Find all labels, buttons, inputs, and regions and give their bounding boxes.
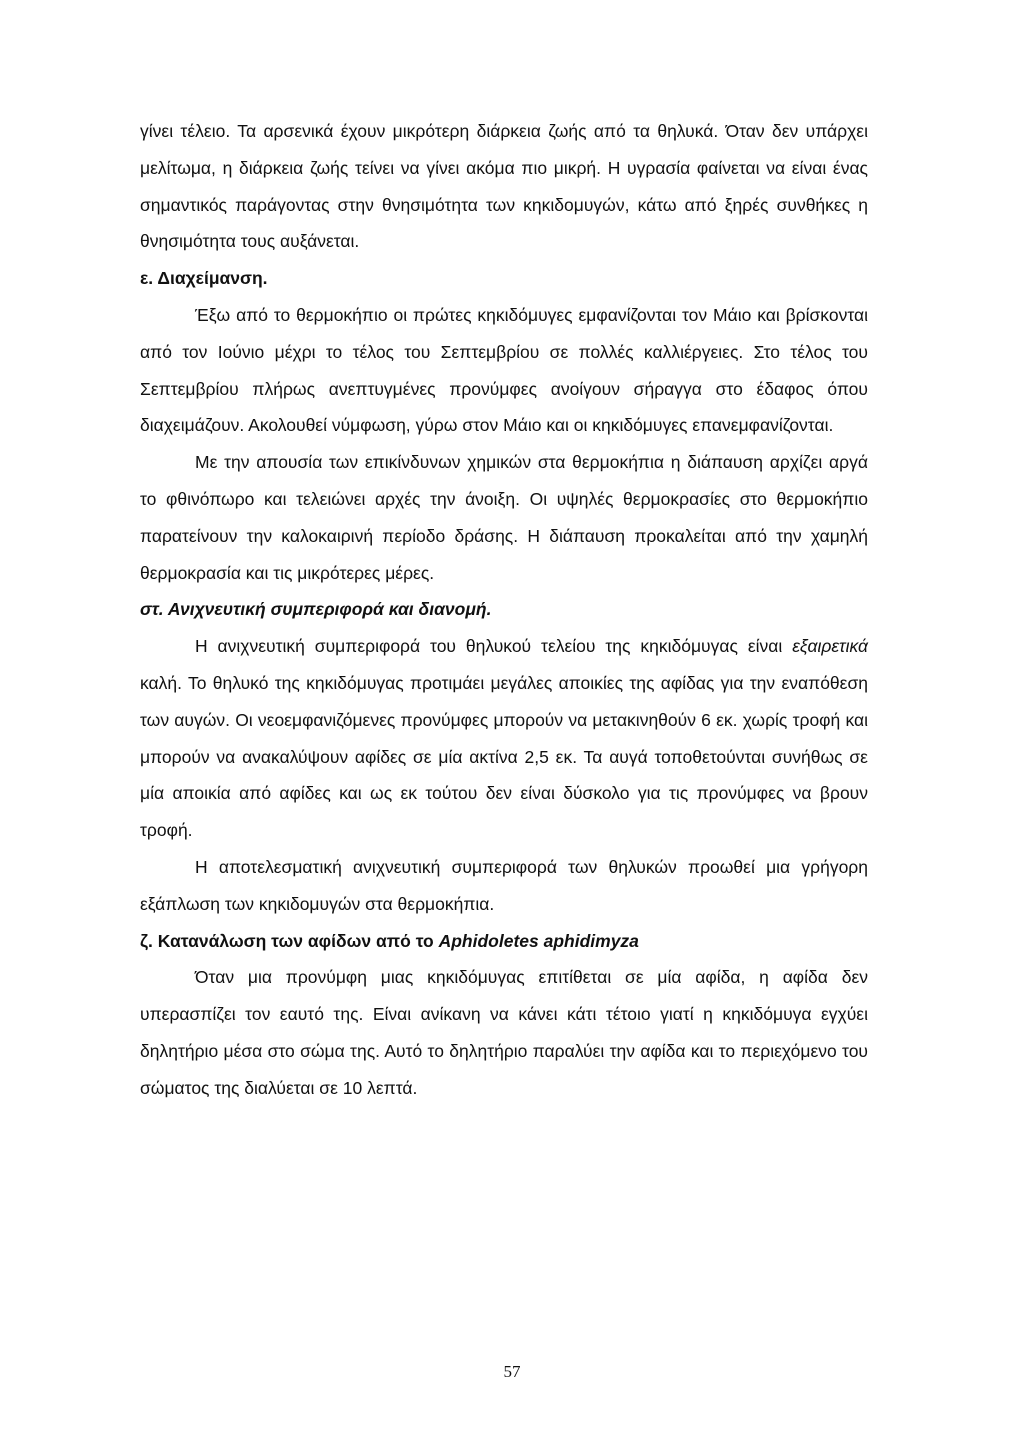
section-z-heading-species: Aphidoletes aphidimyza bbox=[438, 930, 639, 951]
section-e-paragraph-2: Με την απουσία των επικίνδυνων χημικών στα θερμοκήπια η διάπαυση αρχίζει αργά το φθινόπωρο και τελειώνει αρχές την άνοιξη. Οι υψηλές θερμοκρασίες στο θερμοκήπιο παρατείνουν την καλοκαιρινή περίοδο δράσης. Η διάπαυση προκαλείται από την χαμηλή θερμοκρασία και τις μικρότερες μέρες. bbox=[140, 452, 868, 583]
intro-paragraph: γίνει τέλειο. Τα αρσενικά έχουν μικρότερη διάρκεια ζωής από τα θηλυκά. Όταν δεν υπάρχει μελίτωμα, η διάρκεια ζωής τείνει να γίνει ακόμα πιο μικρή. Η υγρασία φαίνεται να είναι ένας σημαντικός παράγοντας στην θνησιμότητα των κηκιδομυγών, κάτω από ξηρές συνθήκες η θνησιμότητα τους αυξάνεται. bbox=[140, 121, 868, 252]
section-e-paragraph-1: Έξω από το θερμοκήπιο οι πρώτες κηκιδόμυγες εμφανίζονται τον Μάιο και βρίσκονται από τον Ιούνιο μέχρι το τέλος του Σεπτεμβρίου σε πολλές καλλιέργειες. Στο τέλος του Σεπτεμβρίου πλήρως ανεπτυγμένες προνύμφες ανοίγουν σήραγγα στο έδαφος όπου διαχειμάζουν. Ακολουθεί νύμφωση, γύρω στον Μάιο και οι κηκιδόμυγες επανεμφανίζονται. bbox=[140, 304, 868, 436]
section-z-paragraph: Όταν μια προνύμφη μιας κηκιδόμυγας επιτίθεται σε μία αφίδα, η αφίδα δεν υπερασπίζει τον εαυτό της. Είναι ανίκανη να κάνει κάτι τέτοιο γιατί η κηκιδόμυγα εγχύει δηλητήριο μέσα στο σώμα της. Αυτό το δηλητήριο παραλύει την αφίδα και το περιεχόμενο του σώματος της διαλύεται σε 10 λεπτά. bbox=[140, 967, 868, 1098]
section-st-p1-italic: εξαιρετικά bbox=[792, 636, 868, 657]
page-number: 57 bbox=[503, 1362, 521, 1381]
section-st-p1-start: Η ανιχνευτική συμπεριφορά του θηλυκού τελείου της κηκιδόμυγας είναι bbox=[195, 636, 793, 657]
section-st-heading-text: στ. Ανιχνευτική συμπεριφορά και διανομή. bbox=[140, 599, 492, 620]
section-st-paragraph-2: Η αποτελεσματική ανιχνευτική συμπεριφορά των θηλυκών προωθεί μια γρήγορη εξάπλωση των κηκιδομυγών στα θερμοκήπια. bbox=[140, 856, 868, 914]
section-z-heading bbox=[140, 923, 868, 960]
section-z-heading-prefix: ζ. Κατανάλωση των αφίδων από το bbox=[140, 930, 439, 951]
section-e-heading: ε. Διαχείμανση. bbox=[140, 268, 268, 289]
section-st-p1-end: καλή. Το θηλυκό της κηκιδόμυγας προτιμάει μεγάλες αποικίες της αφίδας για την εναπόθεση των αυγών. Οι νεοεμφανιζόμενες προνύμφες μπορούν να μετακινηθούν 6 εκ. χωρίς τροφή και μπορούν να ανακαλύψουν αφίδες σε μία ακτίνα 2,5 εκ. Τα αυγά τοποθετούνται συνήθως σε μία αποικία από αφίδες και ως εκ τούτου δεν είναι δύσκολο για τις προνύμφες να βρουν τροφή. bbox=[140, 672, 868, 841]
document-body bbox=[140, 113, 868, 1107]
section-st-heading bbox=[140, 591, 868, 628]
section-st-paragraph-1 bbox=[140, 628, 868, 849]
